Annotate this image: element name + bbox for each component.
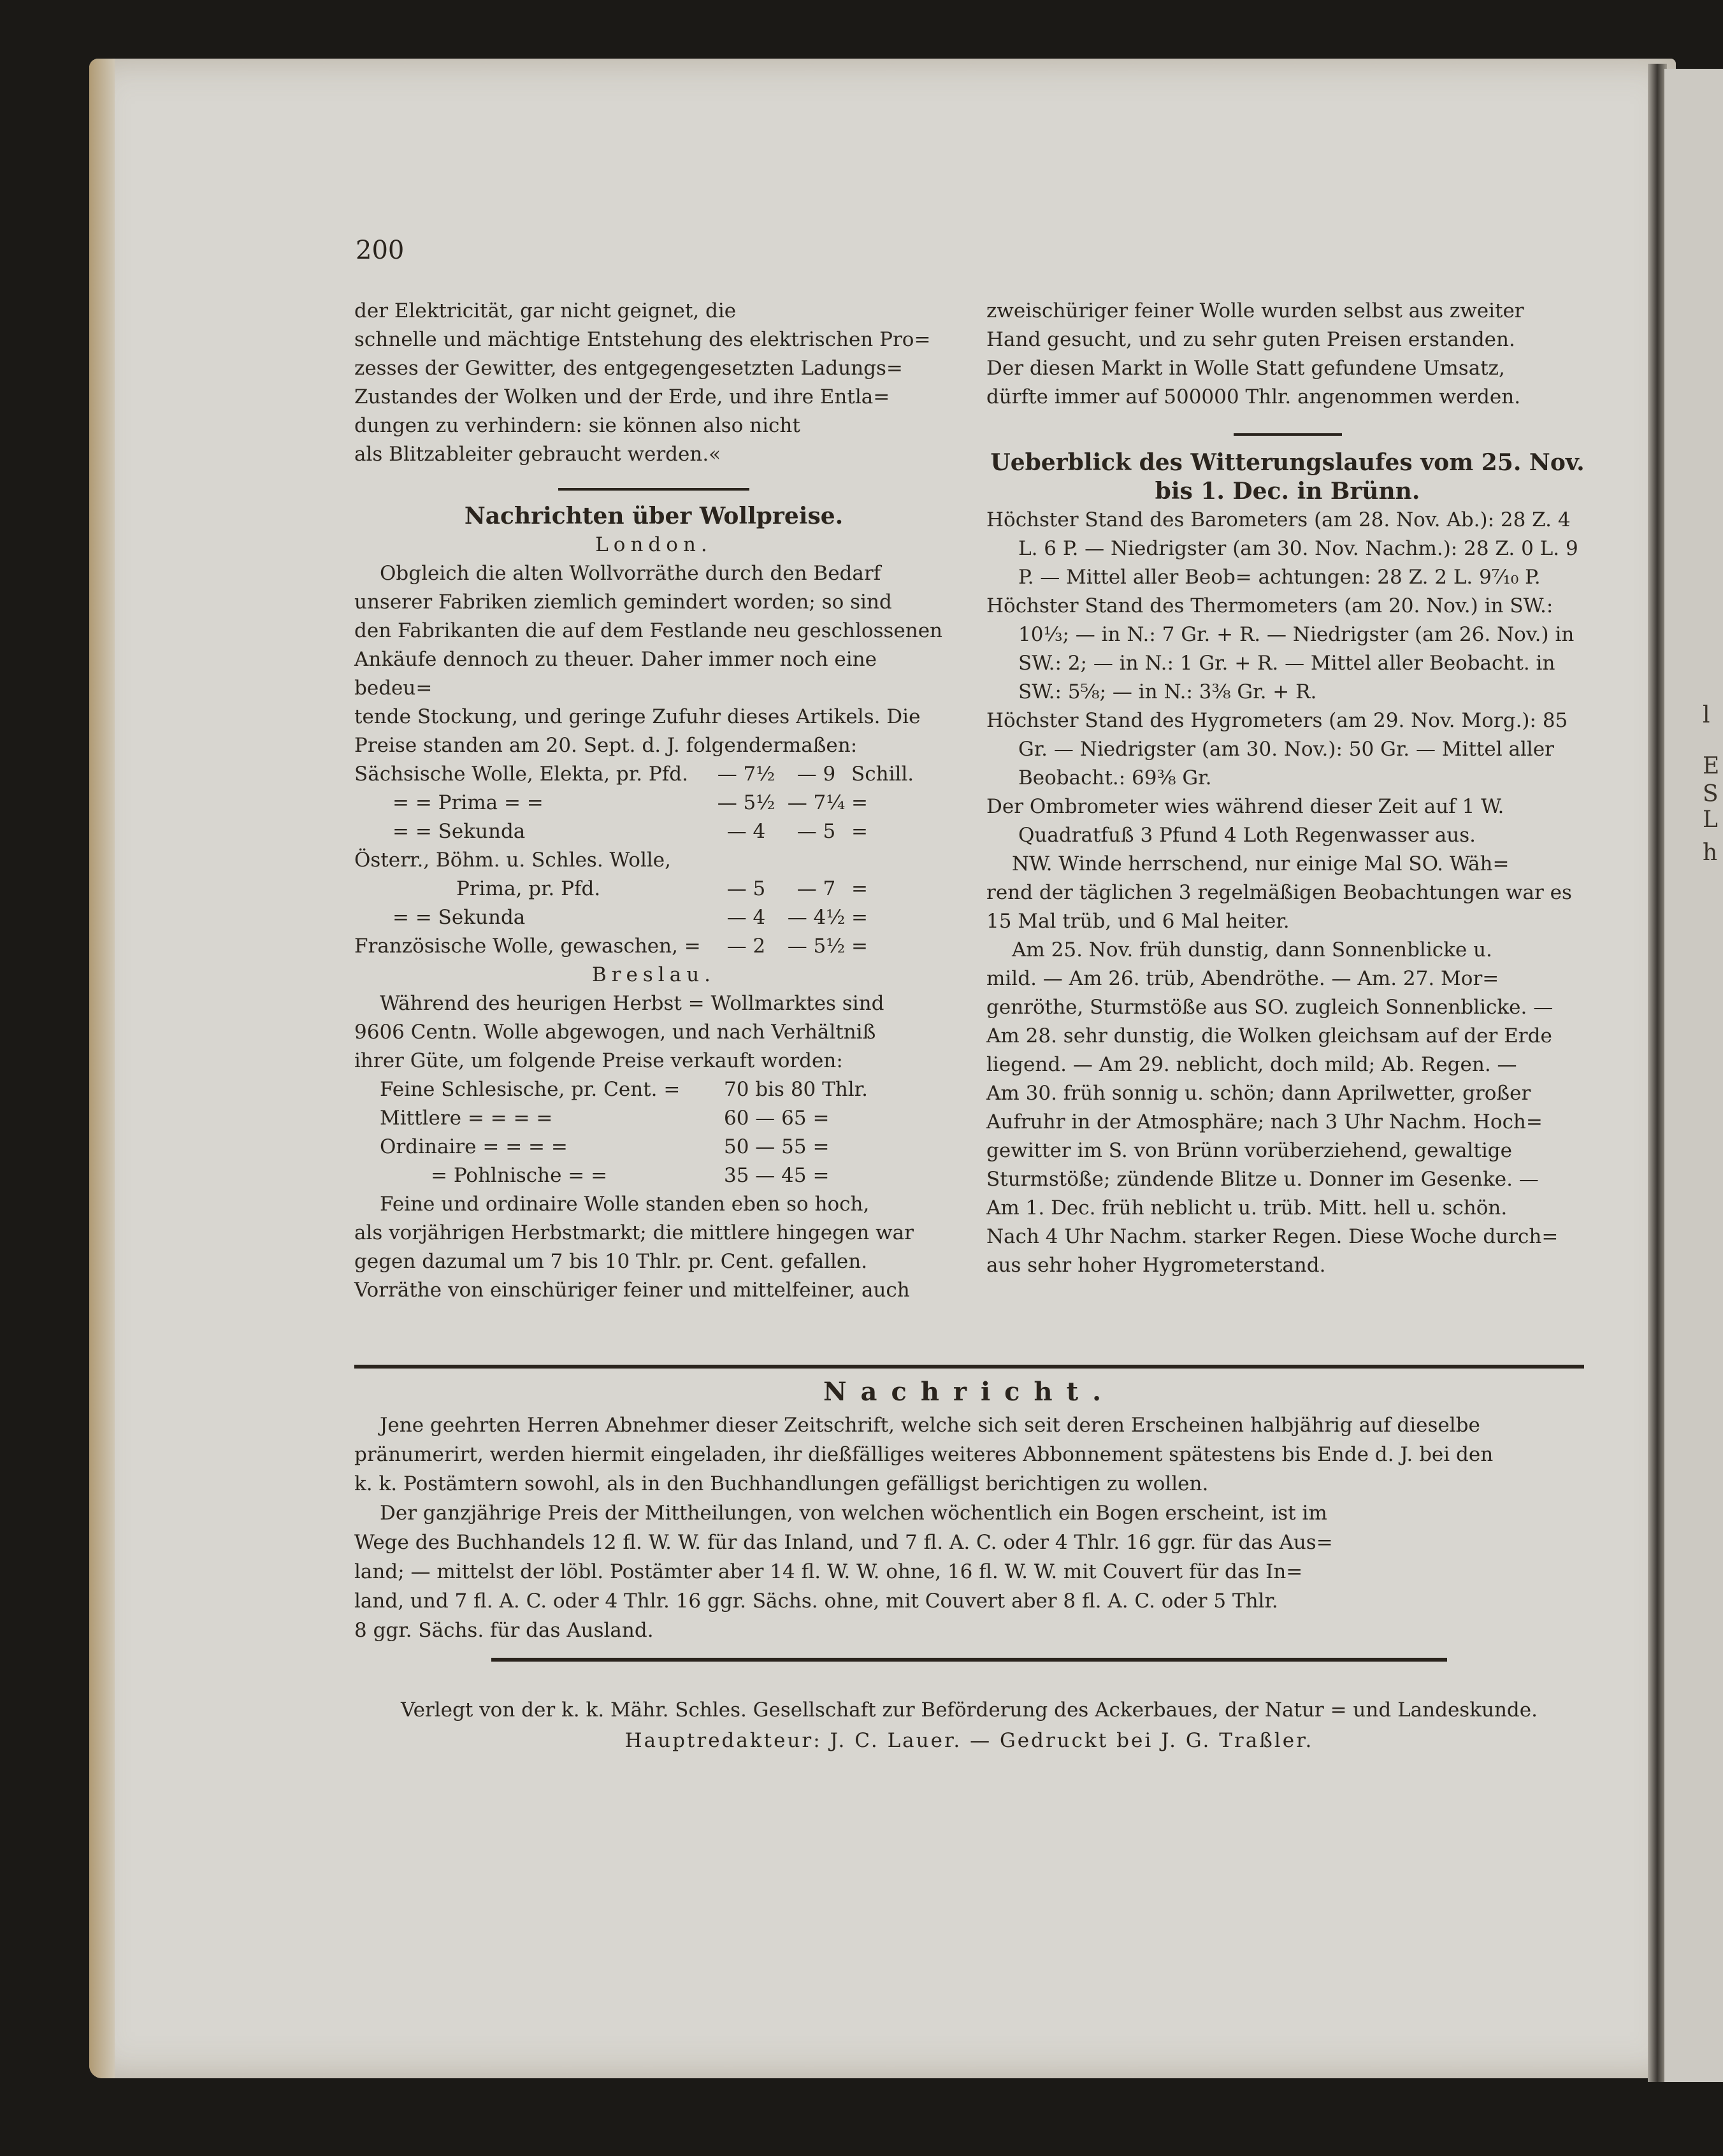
text-line: NW. Winde herrschend, nur einige Mal SO. Wäh=	[1012, 852, 1510, 875]
price-row	[354, 875, 953, 903]
text-line: gewitter im S. von Brünn vorüberziehend, gewaltige	[986, 1139, 1512, 1162]
text-line: genröthe, Sturmstöße aus SO. zugleich Sonnenblicke. —	[986, 996, 1554, 1019]
price-label: Österr., Böhm. u. Schles. Wolle,	[354, 849, 671, 872]
weather-ombrometer: Der Ombrometer wies während dieser Zeit auf 1 W. Quadratfuß 3 Pfund 4 Loth Regenwasser aus.	[986, 795, 1504, 847]
left-column	[354, 297, 953, 1305]
text-line: Am 25. Nov. früh dunstig, dann Sonnenblicke u.	[1012, 938, 1492, 961]
text-line: als Blitzableiter gebraucht werden.«	[354, 443, 721, 466]
weather-barometer: Höchster Stand des Barometers (am 28. Nov. Ab.): 28 Z. 4 L. 6 P. — Niedrigster (am 30. Nov. Nachm.): 28 Z. 0 L. 9 P. — Mittel aller Beob= achtungen: 28 Z. 2 L. 9⁷⁄₁₀ P.	[986, 508, 1578, 589]
adjacent-page	[1664, 69, 1723, 2082]
notice-line: 8 ggr. Sächs. für das Ausland.	[354, 1619, 654, 1642]
text-line: dürfte immer auf 500000 Thlr. angenommen werden.	[986, 385, 1521, 408]
price-high: — 9	[797, 763, 836, 786]
text-line: Aufruhr in der Atmosphäre; nach 3 Uhr Nachm. Hoch=	[986, 1110, 1543, 1133]
weather-thermometer: Höchster Stand des Thermometers (am 20. Nov.) in SW.: 10⅓; — in N.: 7 Gr. + R. — Niedrigster (am 26. Nov.) in SW.: 2; — in N.: 1 Gr. + R. — Mittel aller Beobacht. in SW.: 5⅝; — in N.: 3⅜ Gr. + R.	[986, 594, 1575, 703]
text-line: Während des heurigen Herbst = Wollmarktes sind	[380, 992, 884, 1015]
price-row	[354, 817, 953, 846]
text-line: Preise standen am 20. Sept. d. J. folgendermaßen:	[354, 734, 858, 757]
price-row	[354, 760, 953, 789]
price-row	[354, 1133, 953, 1161]
price-value: 35 — 45 =	[724, 1164, 830, 1187]
text-line: dungen zu verhindern: sie können also nicht	[354, 414, 800, 437]
adjacent-page-fragment: l	[1703, 702, 1710, 728]
subheading-london: London.	[595, 533, 712, 556]
price-high: — 7	[797, 877, 836, 900]
text-line: Hand gesucht, und zu sehr guten Preisen erstanden.	[986, 328, 1515, 351]
text-line: Feine und ordinaire Wolle standen eben so hoch,	[380, 1193, 870, 1216]
price-unit: =	[851, 791, 868, 814]
notice-line: k. k. Postämtern sowohl, als in den Buchhandlungen gefälligst berichtigen zu wollen.	[354, 1472, 1209, 1495]
price-label: Prima, pr. Pfd.	[456, 877, 601, 900]
price-row	[354, 903, 953, 932]
text-line: Der diesen Markt in Wolle Statt gefundene Umsatz,	[986, 357, 1505, 380]
price-label: Ordinaire = = = =	[380, 1135, 568, 1158]
text-line: gegen dazumal um 7 bis 10 Thlr. pr. Cent. gefallen.	[354, 1250, 868, 1273]
price-unit: Schill.	[851, 763, 914, 786]
notice-title: Nachricht.	[823, 1377, 1116, 1407]
price-high: — 4½	[787, 906, 846, 929]
notice-line: land; — mittelst der löbl. Postämter aber 14 fl. W. W. ohne, 16 fl. W. W. mit Couvert für das In=	[354, 1560, 1303, 1583]
weather-title: Ueberblick des Witterungslaufes vom 25. Nov.	[990, 449, 1585, 476]
text-line: Vorräthe von einschüriger feiner und mittelfeiner, auch	[354, 1279, 910, 1302]
section-title: Nachrichten über Wollpreise.	[464, 503, 844, 529]
price-row	[354, 1075, 953, 1104]
price-label: = Pohlnische = =	[431, 1164, 608, 1187]
price-high: — 5	[797, 820, 836, 843]
price-unit: =	[851, 820, 868, 843]
price-row	[354, 932, 953, 961]
price-low: — 5½	[717, 791, 775, 814]
price-low: — 4	[726, 906, 766, 929]
price-value: 70 bis 80 Thlr.	[724, 1078, 868, 1101]
text-line: mild. — Am 26. trüb, Abendröthe. — Am. 27. Mor=	[986, 967, 1499, 990]
text-line: rend der täglichen 3 regelmäßigen Beobachtungen war es	[986, 881, 1572, 904]
full-width-rule	[354, 1365, 1584, 1369]
text-line: als vorjährigen Herbstmarkt; die mittlere hingegen war	[354, 1221, 914, 1244]
notice-line: Wege des Buchhandels 12 fl. W. W. für das Inland, und 7 fl. A. C. oder 4 Thlr. 16 ggr. für das Aus=	[354, 1531, 1333, 1554]
section-divider	[558, 488, 749, 491]
adjacent-page-fragment: h	[1703, 840, 1718, 866]
price-high: — 7¼	[787, 791, 846, 814]
notice-line: Jene geehrten Herren Abnehmer dieser Zeitschrift, welche sich seit deren Erscheinen halbjährig auf dieselbe	[380, 1414, 1480, 1437]
price-low: — 2	[726, 935, 766, 958]
text-line: den Fabrikanten die auf dem Festlande neu geschlossenen	[354, 619, 943, 642]
imprint	[354, 1695, 1584, 1756]
text-line: unserer Fabriken ziemlich gemindert worden; so sind	[354, 591, 892, 614]
text-line: liegend. — Am 29. neblicht, doch mild; Ab. Regen. —	[986, 1053, 1517, 1076]
price-value: 60 — 65 =	[724, 1107, 830, 1130]
price-row	[354, 1104, 953, 1133]
notice-section	[354, 1361, 1584, 1662]
notice-line: Der ganzjährige Preis der Mittheilungen, von welchen wöchentlich ein Bogen erscheint, ist im	[380, 1502, 1327, 1525]
price-label: = = Prima = =	[393, 791, 544, 814]
notice-line: pränumerirt, werden hiermit eingeladen, ihr dießfälliges weiteres Abbonnement spätestens bis Ende d. J. bei den	[354, 1443, 1494, 1466]
text-line: Nach 4 Uhr Nachm. starker Regen. Diese Woche durch=	[986, 1225, 1559, 1248]
price-low: — 7½	[717, 763, 775, 786]
text-line: Am 1. Dec. früh neblicht u. trüb. Mitt. hell u. schön.	[986, 1197, 1508, 1219]
price-row	[354, 789, 953, 817]
text-line: zweischüriger feiner Wolle wurden selbst aus zweiter	[986, 299, 1524, 322]
text-line: zesses der Gewitter, des entgegengesetzten Ladungs=	[354, 357, 903, 380]
text-line: 15 Mal trüb, und 6 Mal heiter.	[986, 910, 1290, 933]
text-line: schnelle und mächtige Entstehung des elektrischen Pro=	[354, 328, 931, 351]
price-value: 50 — 55 =	[724, 1135, 830, 1158]
price-unit: =	[851, 906, 868, 929]
text-line: Zustandes der Wolken und der Erde, und ihre Entla=	[354, 385, 890, 408]
price-label: = = Sekunda	[393, 820, 526, 843]
text-line: tende Stockung, und geringe Zufuhr dieses Artikels. Die	[354, 705, 921, 728]
price-label: Mittlere = = = =	[380, 1107, 553, 1130]
notice-line: land, und 7 fl. A. C. oder 4 Thlr. 16 ggr. Sächs. ohne, mit Couvert aber 8 fl. A. C. oder 5 Thlr.	[354, 1590, 1278, 1613]
text-line: aus sehr hoher Hygrometerstand.	[986, 1254, 1326, 1277]
text-line: Ankäufe dennoch zu theuer. Daher immer noch eine bedeu=	[354, 648, 877, 700]
imprint-rule	[491, 1658, 1447, 1662]
price-row	[354, 1161, 953, 1190]
price-unit: =	[851, 877, 868, 900]
weather-title-cont: bis 1. Dec. in Brünn.	[1155, 478, 1420, 505]
price-label: Sächsische Wolle, Elekta, pr. Pfd.	[354, 763, 688, 786]
page-number: 200	[356, 236, 405, 265]
text-line: 9606 Centn. Wolle abgewogen, und nach Verhältniß	[354, 1021, 876, 1044]
price-unit: =	[851, 935, 868, 958]
weather-hygrometer: Höchster Stand des Hygrometers (am 29. Nov. Morg.): 85 Gr. — Niedrigster (am 30. Nov.): 50 Gr. — Mittel aller Beobacht.: 69⅜ Gr.	[986, 709, 1568, 789]
subheading-breslau: Breslau.	[591, 963, 716, 986]
adjacent-page-fragment: E	[1703, 753, 1720, 779]
price-low: — 4	[726, 820, 766, 843]
text-line: Obgleich die alten Wollvorräthe durch den Bedarf	[380, 562, 881, 585]
right-column	[986, 297, 1589, 1280]
imprint-publisher: Verlegt von der k. k. Mähr. Schles. Gesellschaft zur Beförderung des Ackerbaues, der Natur = und Landeskunde.	[401, 1699, 1538, 1721]
section-divider	[1234, 433, 1342, 436]
price-row	[354, 846, 953, 875]
price-high: — 5½	[787, 935, 846, 958]
price-low: — 5	[726, 877, 766, 900]
adjacent-page-fragment: L	[1703, 807, 1718, 833]
imprint-editor: Hauptredakteur: J. C. Lauer. — Gedruckt bei J. G. Traßler.	[624, 1729, 1314, 1752]
price-label: = = Sekunda	[393, 906, 526, 929]
text-line: Am 30. früh sonnig u. schön; dann Aprilwetter, großer	[986, 1082, 1531, 1105]
text-line: ihrer Güte, um folgende Preise verkauft worden:	[354, 1049, 843, 1072]
price-label: Französische Wolle, gewaschen, =	[354, 935, 701, 958]
adjacent-page-fragment: S	[1703, 781, 1719, 807]
text-line: Am 28. sehr dunstig, die Wolken gleichsam auf der Erde	[986, 1024, 1552, 1047]
text-line: der Elektricität, gar nicht geignet, die	[354, 299, 737, 322]
price-label: Feine Schlesische, pr. Cent. =	[380, 1078, 681, 1101]
text-line: Sturmstöße; zündende Blitze u. Donner im Gesenke. —	[986, 1168, 1539, 1191]
